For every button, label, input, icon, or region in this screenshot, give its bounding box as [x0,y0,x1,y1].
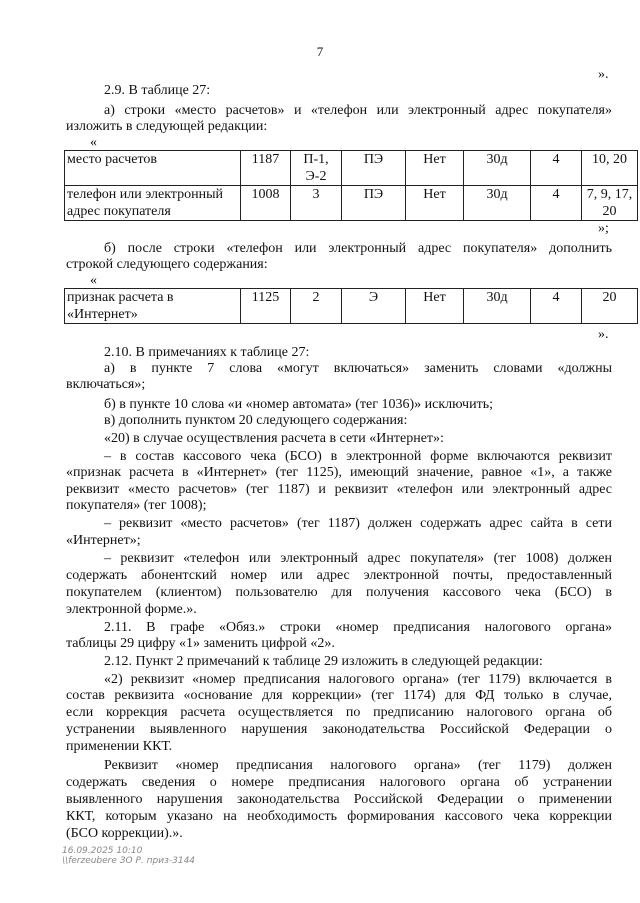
cell-format: 3 [291,186,342,221]
quote-close-top: ». [598,67,609,82]
s210-v: в) дополнить пунктом 20 следующего содержания: [104,413,408,428]
section-2-10-heading: 2.10. В примечаниях к таблице 27: [104,345,310,360]
s210-p20: «20) в случае осуществления расчета в сети «Интернет»: [104,431,444,446]
cell-tag: 1008 [241,186,291,221]
section-2-9-heading: 2.9. В таблице 27: [104,83,211,98]
cell-type: ПЭ [342,151,406,186]
cell-name: телефон или электронный адрес покупателя [65,186,241,221]
cell-name: место расчетов [65,151,241,186]
s210-d1-l2: «признак расчета в «Интернет» (тег 1125), имеющий значение, равное «1», а также [66,465,612,480]
s212-p2-l3: если коррекция расчета осуществляется по предписанию налогового органа об [66,705,612,720]
cell-n: 4 [531,151,582,186]
s210-d3-l1: – реквизит «телефон или электронный адрес покупателя» (тег 1008) должен [104,551,612,566]
cell-mult: Нет [406,186,464,221]
s212-p2-l5: применении ККТ. [66,739,173,754]
s212-r-l3: выявленного нарушения законодательства Российской Федерации о применении [66,792,612,807]
s210-d2-l2: «Интернет»; [66,533,141,548]
open-quote-1: « [90,135,97,150]
cell-notes: 7, 9, 17, 20 [582,186,638,221]
cell-name: признак расчета в «Интернет» [65,289,241,324]
cell-length: 30д [464,186,531,221]
s212-p2-l4: устранении выявленного нарушения законодательства Российской Федерации о [66,722,612,737]
cell-type: ПЭ [342,186,406,221]
cell-tag: 1125 [241,289,291,324]
s210-a-line1: а) в пункте 7 слова «могут включаться» заменить словами «должны [104,361,612,376]
cell-length: 30д [464,289,531,324]
s210-a-line2: включаться»; [66,377,146,392]
s211-l2: таблицы 29 цифру «1» заменить цифрой «2». [66,636,335,651]
s29-a-line2: изложить в следующей редакции: [66,119,268,134]
s212-p2-l1: «2) реквизит «номер предписания налогового органа» (тег 1179) включается в [104,672,612,687]
cell-format: П-1, Э-2 [291,151,342,186]
s210-d1-l1: – в состав кассового чека (БСО) в электронной форме включаются реквизит [104,449,612,464]
cell-type: Э [342,289,406,324]
open-quote-2: « [90,273,97,288]
table-row [65,151,638,186]
s29-b-line2: строкой следующего содержания: [66,257,268,272]
cell-tag: 1187 [241,151,291,186]
s29-b-line1: б) после строки «телефон или электронный адрес покупателя» дополнить [104,241,612,256]
print-stamp-date: 16.09.2025 10:10 [62,846,143,856]
s212-r-l1: Реквизит «номер предписания налогового органа» (тег 1179) должен [104,758,612,773]
table-27-new-row [64,288,638,324]
table-27-rows [64,150,638,221]
s212-r-l2: содержать сведения о номере предписания налогового органа об устранении [66,775,612,790]
cell-notes: 20 [582,289,638,324]
s211-l1: 2.11. В графе «Обяз.» строки «номер предписания налогового органа» [104,620,612,635]
s29-a-line1: а) строки «место расчетов» и «телефон или электронный адрес покупателя» [104,103,612,118]
s212-p2-l2: состав реквизита «основание для коррекции» (тег 1174) для ФД только в случае, [66,688,612,703]
close-quote-1: »; [598,221,609,236]
table-row [65,289,638,324]
s212-r-l5: (БСО коррекции).». [66,826,183,841]
cell-notes: 10, 20 [582,151,638,186]
cell-mult: Нет [406,289,464,324]
s212-r-l4: ККТ, которым указано на необходимость формирования кассового чека коррекции [66,809,612,824]
s210-d1-l3: реквизит «место расчетов» (тег 1187) и реквизит «телефон или электронный адрес [66,482,612,497]
s210-d2-l1: – реквизит «место расчетов» (тег 1187) должен содержать адрес сайта в сети [104,516,612,531]
cell-length: 30д [464,151,531,186]
cell-n: 4 [531,289,582,324]
print-stamp-path: \\ferzeubere ЗО Р. приз-3144 [62,856,196,866]
page-number: 7 [316,44,324,59]
s210-d3-l4: электронной форме.». [66,602,197,617]
s210-d1-l4: покупателя» (тег 1008); [66,498,207,513]
s210-d3-l3: покупателем (клиентом) пользователю для получения кассового чека (БСО) в [66,585,612,600]
s210-d3-l2: содержать абонентский номер или адрес электронной почты, предоставленный [66,568,612,583]
cell-mult: Нет [406,151,464,186]
s210-b: б) в пункте 10 слова «и «номер автомата» (тег 1036)» исключить; [104,397,493,412]
cell-n: 4 [531,186,582,221]
cell-format: 2 [291,289,342,324]
table-row [65,186,638,221]
close-quote-2: ». [598,327,609,342]
s212-l1: 2.12. Пункт 2 примечаний к таблице 29 изложить в следующей редакции: [104,654,543,669]
